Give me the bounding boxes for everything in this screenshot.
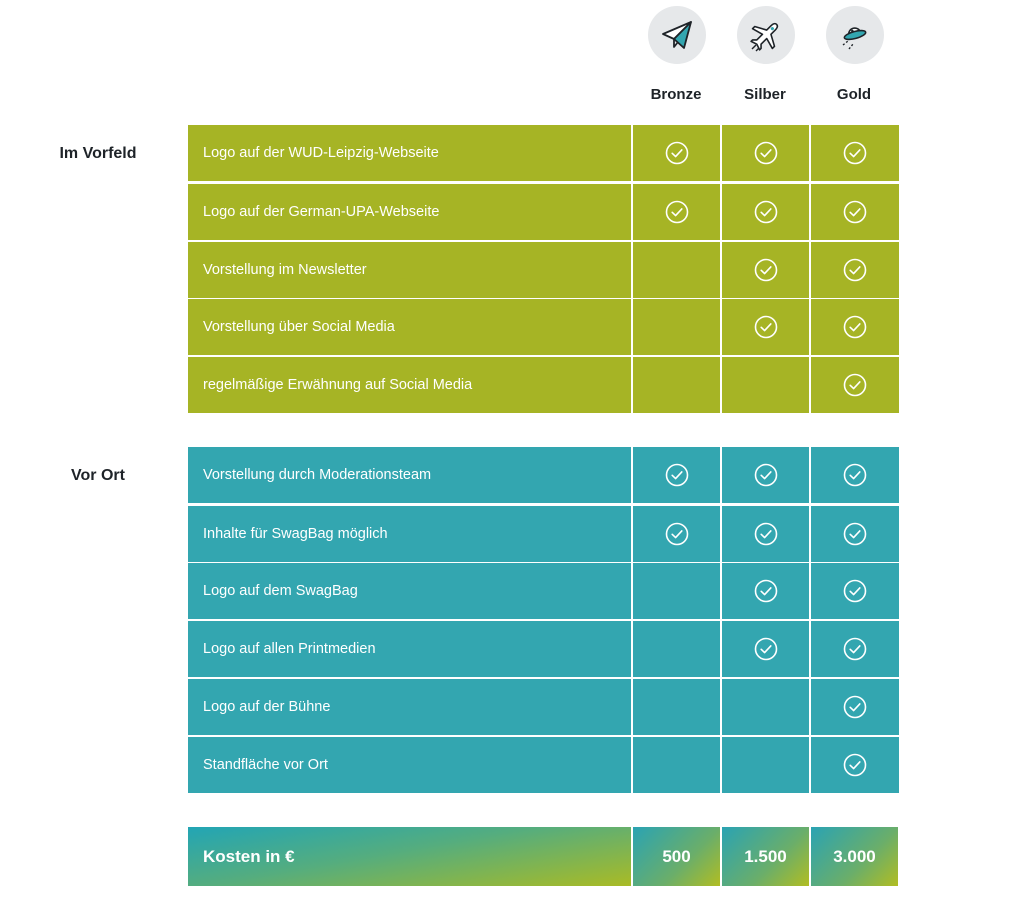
- row-label: Standfläche vor Ort: [203, 757, 328, 773]
- cell-gold: [809, 447, 898, 503]
- cell-gold: [809, 621, 898, 677]
- cost-bronze: 500: [631, 827, 720, 886]
- ufo-icon: [837, 17, 873, 53]
- table-row: [188, 184, 899, 240]
- tier-icon-gold: [826, 6, 884, 64]
- section-label-im-vorfeld: Im Vorfeld: [59, 145, 137, 162]
- cell-gold: [809, 242, 898, 298]
- check-circle-icon: [843, 753, 867, 777]
- check-circle-icon: [843, 141, 867, 165]
- cell-gold: [809, 125, 898, 181]
- section-label-vor-ort: Vor Ort: [71, 467, 125, 484]
- cost-silber: 1.500: [720, 827, 809, 886]
- tier-name-silber: Silber: [744, 86, 786, 103]
- check-circle-icon: [754, 315, 778, 339]
- cell-gold: [809, 563, 898, 619]
- cell-gold: [809, 737, 898, 793]
- cell-silber: [720, 184, 809, 240]
- row-label: Inhalte für SwagBag möglich: [203, 526, 388, 542]
- paper-plane-icon: [659, 17, 695, 53]
- cell-bronze: [631, 679, 720, 735]
- table-row: [188, 299, 899, 355]
- tier-icon-silber: [737, 6, 795, 64]
- cell-gold: [809, 506, 898, 562]
- cost-gold: 3.000: [809, 827, 898, 886]
- row-label: Logo auf dem SwagBag: [203, 583, 358, 599]
- check-circle-icon: [754, 637, 778, 661]
- cell-gold: [809, 679, 898, 735]
- check-circle-icon: [754, 258, 778, 282]
- cell-gold: [809, 184, 898, 240]
- cell-silber: [720, 357, 809, 413]
- costs-label: Kosten in €: [188, 827, 631, 886]
- check-circle-icon: [843, 637, 867, 661]
- check-circle-icon: [665, 141, 689, 165]
- cell-silber: [720, 447, 809, 503]
- check-circle-icon: [843, 579, 867, 603]
- table-row: [188, 563, 899, 619]
- row-label: Logo auf allen Printmedien: [203, 641, 376, 657]
- check-circle-icon: [665, 463, 689, 487]
- row-label: Logo auf der Bühne: [203, 699, 331, 715]
- table-row: [188, 506, 899, 562]
- tier-icon-bronze: [648, 6, 706, 64]
- cell-bronze: [631, 737, 720, 793]
- check-circle-icon: [843, 315, 867, 339]
- cell-bronze: [631, 125, 720, 181]
- check-circle-icon: [843, 695, 867, 719]
- cell-silber: [720, 299, 809, 355]
- check-circle-icon: [665, 522, 689, 546]
- row-label: Logo auf der German-UPA-Webseite: [203, 204, 440, 220]
- table-row: [188, 357, 899, 413]
- table-row: [188, 737, 899, 793]
- airplane-icon: [747, 16, 785, 54]
- cell-silber: [720, 737, 809, 793]
- tier-name-bronze: Bronze: [650, 86, 702, 103]
- row-label: Logo auf der WUD-Leipzig-Webseite: [203, 145, 439, 161]
- table-row: [188, 125, 899, 181]
- check-circle-icon: [754, 463, 778, 487]
- tier-name-gold: Gold: [836, 86, 872, 103]
- cell-bronze: [631, 563, 720, 619]
- cell-gold: [809, 299, 898, 355]
- check-circle-icon: [754, 522, 778, 546]
- cell-bronze: [631, 299, 720, 355]
- check-circle-icon: [843, 258, 867, 282]
- check-circle-icon: [843, 463, 867, 487]
- cell-silber: [720, 125, 809, 181]
- cell-bronze: [631, 506, 720, 562]
- cell-silber: [720, 242, 809, 298]
- check-circle-icon: [843, 200, 867, 224]
- row-label: Vorstellung durch Moderationsteam: [203, 467, 432, 483]
- cell-silber: [720, 563, 809, 619]
- cell-bronze: [631, 621, 720, 677]
- cell-bronze: [631, 447, 720, 503]
- costs-row: [188, 827, 899, 886]
- check-circle-icon: [754, 579, 778, 603]
- table-row: [188, 447, 899, 503]
- table-row: [188, 621, 899, 677]
- table-row: [188, 679, 899, 735]
- cell-bronze: [631, 357, 720, 413]
- cell-bronze: [631, 184, 720, 240]
- row-label: Vorstellung über Social Media: [203, 319, 395, 335]
- row-label: regelmäßige Erwähnung auf Social Media: [203, 377, 473, 393]
- row-label: Vorstellung im Newsletter: [203, 262, 367, 278]
- cell-silber: [720, 621, 809, 677]
- check-circle-icon: [843, 373, 867, 397]
- cell-silber: [720, 506, 809, 562]
- cell-silber: [720, 679, 809, 735]
- check-circle-icon: [843, 522, 867, 546]
- table-row: [188, 242, 899, 298]
- cell-bronze: [631, 242, 720, 298]
- check-circle-icon: [754, 200, 778, 224]
- check-circle-icon: [665, 200, 689, 224]
- cell-gold: [809, 357, 898, 413]
- check-circle-icon: [754, 141, 778, 165]
